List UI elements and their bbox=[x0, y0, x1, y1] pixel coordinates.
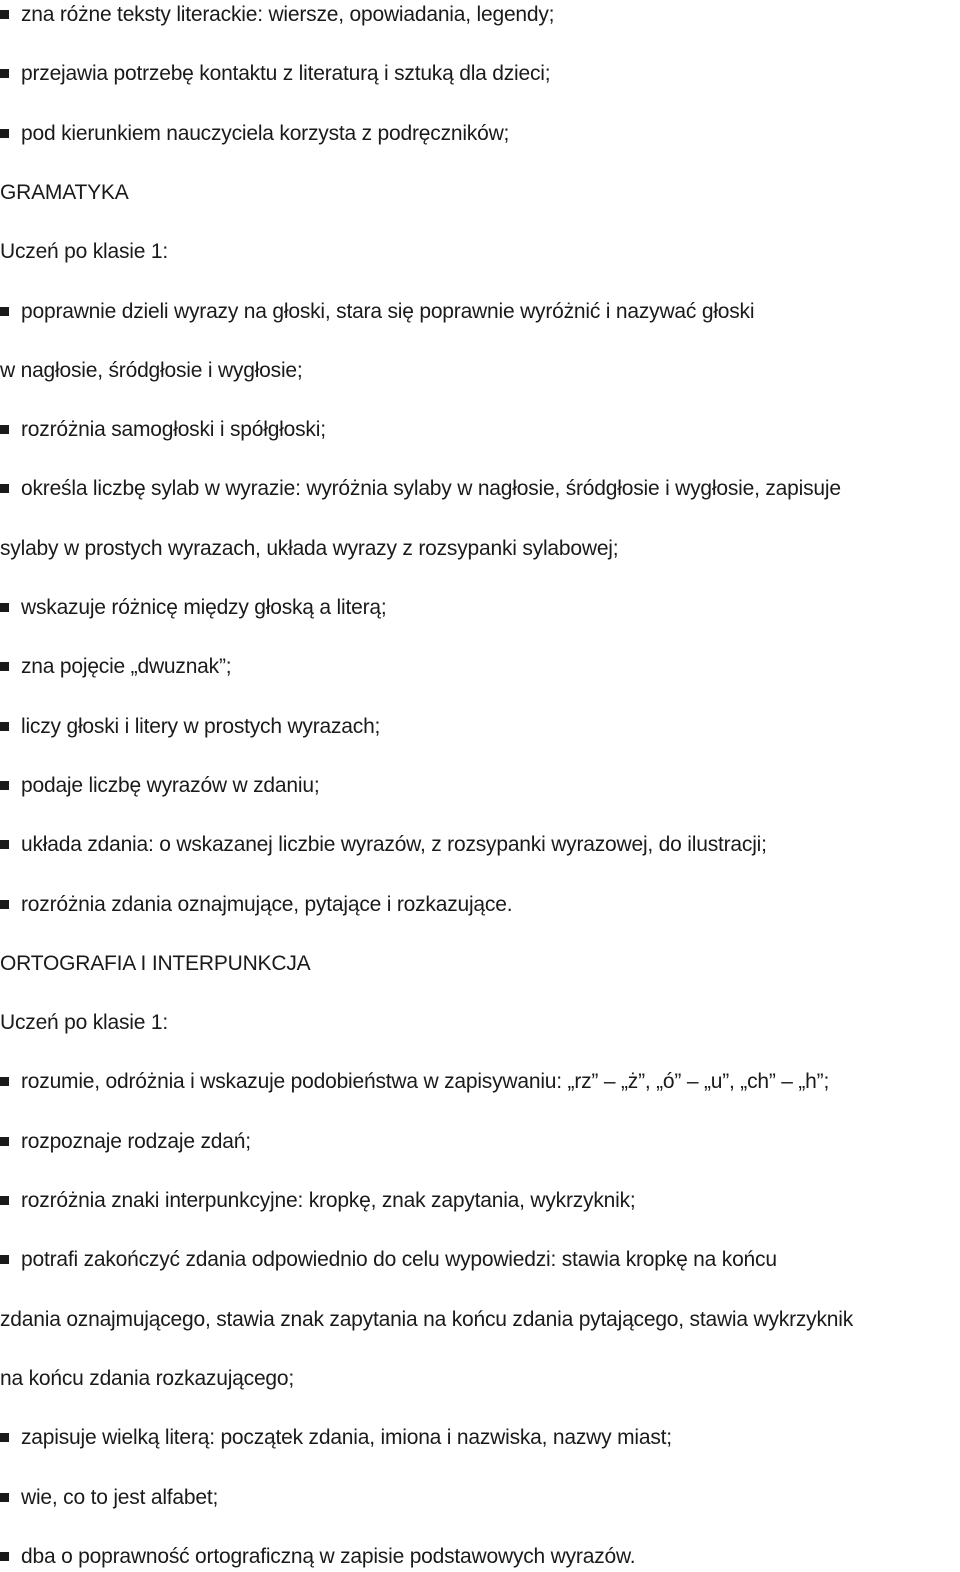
list-item bbox=[0, 1423, 672, 1453]
square-bullet-icon bbox=[0, 10, 9, 19]
square-bullet-icon bbox=[0, 1077, 9, 1086]
line-text: na końcu zdania rozkazującego; bbox=[0, 1366, 295, 1390]
line-text: poprawnie dzieli wyrazy na głoski, stara się poprawnie wyróżnić i nazywać głoski bbox=[21, 299, 755, 323]
square-bullet-icon bbox=[0, 722, 9, 731]
list-item bbox=[0, 652, 231, 682]
line-text: Uczeń po klasie 1: bbox=[0, 1011, 168, 1035]
text-line bbox=[0, 1364, 294, 1394]
list-item bbox=[0, 771, 319, 801]
text-line bbox=[0, 534, 618, 564]
list-item bbox=[0, 1542, 635, 1572]
line-text: przejawia potrzebę kontaktu z literaturą i sztuką dla dzieci; bbox=[21, 62, 551, 86]
square-bullet-icon bbox=[0, 1196, 9, 1205]
line-text: sylaby w prostych wyrazach, układa wyrazy z rozsypanki sylabowej; bbox=[0, 536, 619, 560]
square-bullet-icon bbox=[0, 662, 9, 671]
list-item bbox=[0, 415, 326, 445]
line-text: dba o poprawność ortograficzną w zapisie podstawowych wyrazów. bbox=[21, 1544, 636, 1568]
line-text: zna różne teksty literackie: wiersze, opowiadania, legendy; bbox=[21, 3, 555, 26]
line-text: zdania oznajmującego, stawia znak zapytania na końcu zdania pytającego, stawia wykrzyknik bbox=[0, 1307, 854, 1331]
square-bullet-icon bbox=[0, 603, 9, 612]
square-bullet-icon bbox=[0, 1255, 9, 1264]
list-item bbox=[0, 297, 754, 327]
line-text: liczy głoski i litery w prostych wyrazach; bbox=[21, 714, 381, 738]
line-text: wskazuje różnicę między głoską a literą; bbox=[21, 596, 387, 619]
line-text: rozróżnia samogłoski i spółgłoski; bbox=[21, 418, 326, 442]
line-text: ORTOGRAFIA I INTERPUNKCJA bbox=[0, 951, 311, 975]
list-item bbox=[0, 59, 550, 89]
line-text: GRAMATYKA bbox=[0, 180, 129, 204]
list-item bbox=[0, 474, 841, 504]
line-text: zna pojęcie „dwuznak”; bbox=[21, 655, 232, 679]
text-line bbox=[0, 1008, 168, 1038]
square-bullet-icon bbox=[0, 484, 9, 493]
line-text: w nagłosie, śródgłosie i wygłosie; bbox=[0, 358, 303, 382]
list-item bbox=[0, 1245, 777, 1275]
square-bullet-icon bbox=[0, 840, 9, 849]
text-line bbox=[0, 949, 310, 979]
line-text: Uczeń po klasie 1: bbox=[0, 240, 168, 264]
line-text: pod kierunkiem nauczyciela korzysta z podręczników; bbox=[21, 121, 510, 145]
square-bullet-icon bbox=[0, 1433, 9, 1442]
line-text: rozróżnia znaki interpunkcyjne: kropkę, znak zapytania, wykrzyknik; bbox=[21, 1189, 636, 1212]
line-text: wie, co to jest alfabet; bbox=[21, 1485, 219, 1509]
list-item bbox=[0, 1127, 251, 1157]
list-item bbox=[0, 1067, 829, 1097]
list-item bbox=[0, 593, 387, 623]
line-text: rozpoznaje rodzaje zdań; bbox=[21, 1129, 251, 1153]
line-text: określa liczbę sylab w wyrazie: wyróżnia sylaby w nagłosie, śródgłosie i wygłosie, zapisuje bbox=[21, 477, 841, 501]
line-text: zapisuje wielką literą: początek zdania, imiona i nazwiska, nazwy miast; bbox=[21, 1426, 672, 1450]
square-bullet-icon bbox=[0, 129, 9, 138]
square-bullet-icon bbox=[0, 781, 9, 790]
square-bullet-icon bbox=[0, 1552, 9, 1561]
square-bullet-icon bbox=[0, 307, 9, 316]
square-bullet-icon bbox=[0, 1493, 9, 1502]
line-text: rozróżnia zdania oznajmujące, pytające i rozkazujące. bbox=[21, 892, 513, 916]
square-bullet-icon bbox=[0, 1137, 9, 1146]
square-bullet-icon bbox=[0, 425, 9, 434]
list-item bbox=[0, 119, 509, 149]
text-line bbox=[0, 237, 168, 267]
text-line bbox=[0, 356, 303, 386]
line-text: podaje liczbę wyrazów w zdaniu; bbox=[21, 773, 320, 797]
line-text: rozumie, odróżnia i wskazuje podobieństwa w zapisywaniu: „rz” – „ż”, „ó” – „u”, „ch” – „h”; bbox=[21, 1070, 830, 1094]
line-text: potrafi zakończyć zdania odpowiednio do celu wypowiedzi: stawia kropkę na końcu bbox=[21, 1248, 777, 1272]
list-item bbox=[0, 1483, 218, 1513]
list-item bbox=[0, 712, 380, 742]
text-line bbox=[0, 178, 129, 208]
square-bullet-icon bbox=[0, 69, 9, 78]
square-bullet-icon bbox=[0, 900, 9, 909]
list-item bbox=[0, 1186, 636, 1216]
list-item bbox=[0, 830, 767, 860]
list-item bbox=[0, 0, 554, 30]
line-text: układa zdania: o wskazanej liczbie wyrazów, z rozsypanki wyrazowej, do ilustracji; bbox=[21, 833, 767, 857]
list-item bbox=[0, 890, 512, 920]
text-line bbox=[0, 1305, 853, 1335]
